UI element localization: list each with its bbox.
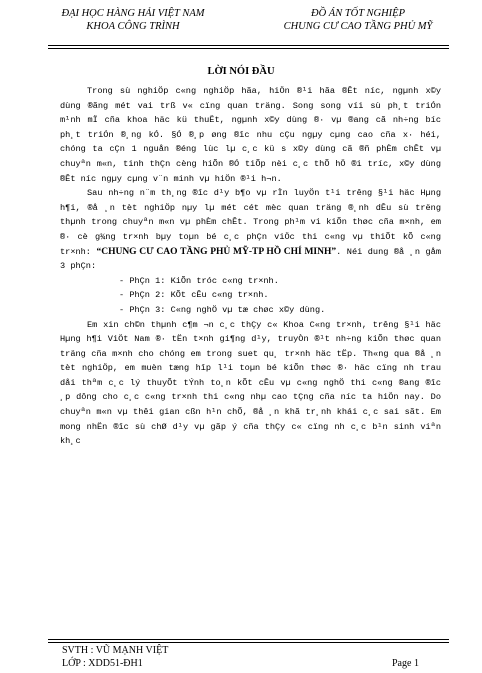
document-body	[60, 84, 441, 449]
project-title-header: CHUNG CƯ CAO TẦNG PHỦ MỸ	[283, 21, 433, 32]
part-item-3: - PhÇn 3: C«ng nghÖ vµ tæ chøc x©y dùng.	[119, 304, 326, 315]
header-divider-secondary	[48, 48, 449, 49]
footer-divider	[48, 639, 449, 640]
paragraph-thanks: Em xin ch©n thµnh c¶m ¬n c¸c thÇy c« Khoa C«ng tr×nh, trêng §¹i häc Hµng h¶i ViÖt Nam ®· tËn t×nh gi¶ng d¹y, truyÒn ®¹t nh÷ng kiÕn thøc quan träng cña m×nh cho chóng em trong suet qu¸ tr×nh häc tËp. Th«ng qua ®å ¸n tèt nghiÖp, em muèn tæng hîp l¹i toµn bé kiÕn thøc ®· häc cïng nh trau dåi thªm c¸c lý thuyÕt tÝnh to¸n kÕt cÊu vµ c«ng nghÖ thi c«ng ®ang ®îc ¸p dông cho c¸c c«ng tr×nh thi c«ng nhµ cao tÇng cña níc ta hiÖn nay. Do chuyªn m«n vµ thêi gian cßn h¹n chÕ, ®å ¸n khã tr¸nh khái c¸c sai sãt. Em mong nhËn ®îc sù chØ d¹y vµ gãp ý cña thÇy c« cïng nh c¸c b¹n sinh viªn kh¸c	[60, 319, 441, 447]
page-title: LỜI NÓI ĐẦU	[207, 66, 275, 77]
paragraph-thesis-text: Sau nh÷ng n¨m th¸ng ®îc d¹y b¶o vµ rÌn luyÖn t¹i trêng §¹i häc Hµng h¶i, ®å ¸n tèt nghiÖp nµy lµ mét cét mèc quan träng ®¸nh dÊu sù trëng thµnh trong chuyªn m«n vµ phÈm chÊt. Trong ph¹m vi kiÕn thøc cña m×nh, em ®· cè g¾ng tr×nh bµy toµn bé c¸c phÇn viÖc thi c«ng vµ thiÕt kÕ c«ng tr×nh:	[60, 188, 441, 257]
paragraph-intro: Trong sù nghiÖp c«ng nghiÖp hãa, hiÖn ®¹i hãa ®Êt níc, ngµnh x©y dùng ®ãng mét vai trß v« cïng quan träng. Song song víi sù ph¸t triÓn m¹nh mÏ cña khoa häc kü thuËt, ngµnh x©y dùng ®· vµ ®ang cã nh÷ng bíc ph¸t triÓn ®¸ng kÓ. §Ó ®¸p øng ®îc nhu cÇu ngµy cµng cao cña x· héi, chóng ta cÇn 1 nguån ®éng lùc lµ c¸c kü s x©y dùng cã ®ñ phÈm chÊt vµ chuyªn m«n, tinh thÇn cèng hiÕn ®Ó tiÕp nèi c¸c thÕ hÖ ®i tríc, x©y dùng ®Êt níc ngµy cµng v¨n minh vµ hiÖn ®¹i h¬n.	[60, 86, 441, 184]
university-name: ĐẠI HỌC HÀNG HẢI VIỆT NAM	[61, 8, 205, 19]
footer-divider-secondary	[48, 642, 449, 643]
footer-student: SVTH : VŨ MẠNH VIỆT	[62, 645, 169, 656]
part-item-2: - PhÇn 2: KÕt cÊu c«ng tr×nh.	[119, 290, 269, 301]
header-left	[48, 7, 218, 33]
faculty-name: KHOA CÔNG TRÌNH	[86, 21, 180, 32]
page-number: Page 1	[392, 658, 419, 669]
header-divider	[48, 45, 449, 46]
part-item-1: - PhÇn 1: KiÕn tróc c«ng tr×nh.	[119, 275, 279, 286]
thesis-label: ĐỒ ÁN TỐT NGHIỆP	[310, 8, 406, 19]
project-suffix: . Néi dung ®å ¸n gåm 3 phÇn:	[60, 246, 441, 272]
project-name: “CHUNG CƯ CAO TẦNG PHỦ MỸ-TP HỒ CHÍ MINH”	[96, 246, 337, 257]
paragraph-thesis	[60, 186, 441, 274]
footer-class: LỚP : XDD51-ĐH1	[62, 658, 143, 669]
header-right	[268, 7, 448, 33]
